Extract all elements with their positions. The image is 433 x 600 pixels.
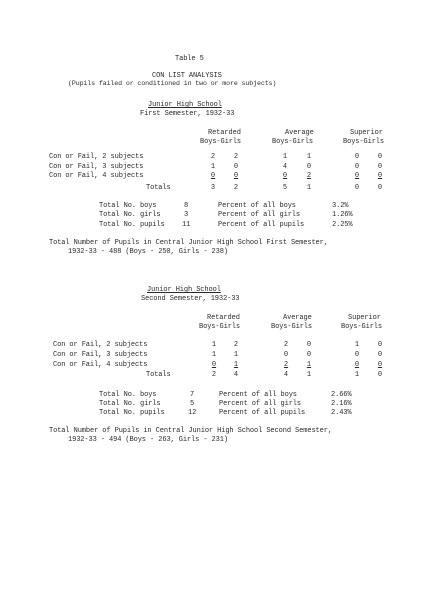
summary-pct: 2.25%	[332, 221, 353, 229]
section1-header-retarded-sub: Boys-Girls	[200, 138, 242, 146]
table-cell: 2	[283, 361, 289, 369]
table-total: 3	[210, 184, 216, 192]
summary-pct-label: Percent of all girls	[219, 400, 302, 408]
table-cell: 0	[306, 351, 312, 359]
table-cell: 1	[211, 341, 217, 349]
summary-pct: 2.43%	[331, 409, 352, 417]
table-cell: 0	[233, 172, 239, 180]
total-pupils-line: Total Number of Pupils in Central Junior High School Second Semester,	[49, 427, 332, 435]
summary-label: Total No. boys	[99, 202, 157, 210]
summary-value: 8	[184, 202, 189, 210]
section1-totals-label: Totals	[146, 184, 171, 192]
summary-value: 3	[184, 211, 189, 219]
section1-row-label: Con or Fail, 4 subjects	[49, 172, 144, 180]
table-cell: 0	[377, 172, 383, 180]
table-cell: 0	[306, 163, 312, 171]
table-cell: 0	[354, 172, 360, 180]
section2-header-average: Average	[283, 314, 312, 322]
table-total: 4	[283, 371, 289, 379]
section2-header-superior: Superior	[348, 314, 381, 322]
table-cell: 0	[306, 341, 312, 349]
table-cell: 0	[354, 163, 360, 171]
table-label: Table 5	[175, 55, 204, 63]
summary-pct: 2.66%	[331, 391, 352, 399]
table-cell: 4	[282, 163, 288, 171]
section1-header-average: Average	[285, 129, 314, 137]
table-cell: 0	[377, 163, 383, 171]
section2-semester: Second Semester, 1932-33	[141, 295, 240, 303]
summary-pct: 1.26%	[332, 211, 353, 219]
section2-header-average-sub: Boys-Girls	[271, 323, 313, 331]
section2-row-label: Con or Fail, 2 subjects	[53, 341, 148, 349]
table-total: 0	[377, 371, 383, 379]
table-cell: 0	[283, 351, 289, 359]
summary-label: Total No. girls	[99, 400, 161, 408]
table-total: 2	[233, 184, 239, 192]
table-cell: 1	[233, 351, 239, 359]
table-cell: 0	[377, 361, 383, 369]
table-cell: 1	[211, 351, 217, 359]
table-total: 1	[306, 184, 312, 192]
table-cell: 1	[306, 361, 312, 369]
section2-header-superior-sub: Boys-Girls	[341, 323, 383, 331]
table-total: 0	[354, 184, 360, 192]
section1-header-retarded: Retarded	[208, 129, 241, 137]
table-total: 5	[282, 184, 288, 192]
table-cell: 1	[306, 153, 312, 161]
table-cell: 2	[283, 341, 289, 349]
summary-pct-label: Percent of all boys	[219, 391, 297, 399]
table-cell: 0	[354, 361, 360, 369]
summary-label: Total No. girls	[99, 211, 161, 219]
section2-header-retarded-sub: Boys-Girls	[199, 323, 241, 331]
table-cell: 2	[233, 341, 239, 349]
section1-semester: First Semester, 1932-33	[140, 110, 235, 118]
table-cell: 0	[282, 172, 288, 180]
section2-header-retarded: Retarded	[207, 314, 240, 322]
table-total: 0	[377, 184, 383, 192]
summary-value: 5	[190, 400, 195, 408]
table-cell: 0	[211, 361, 217, 369]
section1-school: Junior High School	[148, 101, 222, 109]
table-cell: 1	[354, 341, 360, 349]
summary-value: 7	[190, 391, 195, 399]
table-cell: 0	[354, 153, 360, 161]
section2-row-label: Con or Fail, 3 subjects	[53, 351, 148, 359]
table-cell: 1	[233, 361, 239, 369]
summary-value: 12	[188, 409, 197, 417]
summary-label: Total No. pupils	[99, 221, 165, 229]
table-cell: 2	[210, 153, 216, 161]
summary-pct: 3.2%	[332, 202, 349, 210]
table-total: 4	[233, 371, 239, 379]
document-subtitle: (Pupils failed or conditioned in two or more subjects)	[68, 80, 277, 87]
section2-row-label: Con or Fail, 4 subjects	[53, 361, 148, 369]
total-pupils-line: Total Number of Pupils in Central Junior High School First Semester,	[49, 239, 328, 247]
summary-pct-label: Percent of all boys	[218, 202, 296, 210]
table-cell: 2	[306, 172, 312, 180]
summary-value: 11	[182, 221, 191, 229]
section1-header-superior: Superior	[350, 129, 383, 137]
table-cell: 0	[210, 172, 216, 180]
table-cell: 0	[377, 341, 383, 349]
table-cell: 0	[354, 351, 360, 359]
section2-school: Junior High School	[147, 286, 221, 294]
summary-pct: 2.16%	[331, 400, 352, 408]
table-cell: 0	[377, 351, 383, 359]
table-total: 2	[211, 371, 217, 379]
table-total: 1	[306, 371, 312, 379]
table-total: 1	[354, 371, 360, 379]
summary-pct-label: Percent of all pupils	[218, 221, 305, 229]
table-cell: 0	[233, 163, 239, 171]
section1-header-superior-sub: Boys-Girls	[343, 138, 385, 146]
document-title: CON LIST ANALYSIS	[152, 72, 222, 80]
total-pupils-line: 1932-33 - 494 (Boys - 263, Girls - 231)	[68, 436, 228, 444]
summary-pct-label: Percent of all pupils	[219, 409, 306, 417]
section2-totals-label: Totals	[146, 371, 171, 379]
summary-label: Total No. pupils	[99, 409, 165, 417]
table-cell: 1	[210, 163, 216, 171]
total-pupils-line: 1932-33 - 488 (Boys - 250, Girls - 238)	[68, 248, 228, 256]
section1-header-average-sub: Boys-Girls	[272, 138, 314, 146]
table-cell: 2	[233, 153, 239, 161]
summary-label: Total No. boys	[99, 391, 157, 399]
summary-pct-label: Percent of all girls	[218, 211, 301, 219]
section1-row-label: Con or Fail, 3 subjects	[49, 163, 144, 171]
table-cell: 0	[377, 153, 383, 161]
section1-row-label: Con or Fail, 2 subjects	[49, 153, 144, 161]
table-cell: 1	[282, 153, 288, 161]
